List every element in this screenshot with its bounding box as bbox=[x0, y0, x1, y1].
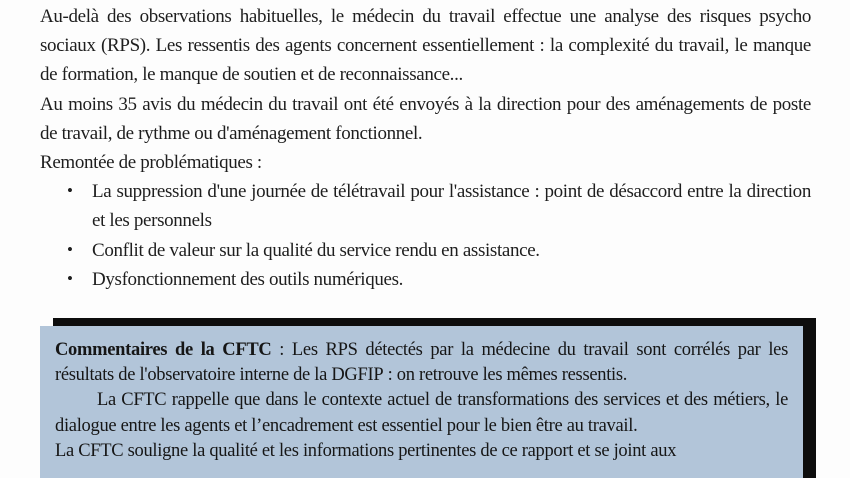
bullet-item-text: Conflit de valeur sur la qualité du service rendu en assistance. bbox=[92, 239, 540, 261]
bullet-icon: • bbox=[67, 181, 73, 201]
main-text-block bbox=[40, 2, 811, 294]
bullet-icon: • bbox=[67, 268, 73, 288]
problem-bullet-list bbox=[40, 177, 811, 294]
comment-paragraph-rps bbox=[55, 338, 788, 388]
comment-box-heading: Commentaires de la CFTC bbox=[55, 340, 272, 360]
comment-paragraph-souligne: La CFTC souligne la qualité et les informations pertinentes de ce rapport et se joint aux bbox=[55, 440, 677, 461]
comment-paragraph-dialogue: La CFTC rappelle que dans le contexte actuel de transformations des services et des métiers, le dialogue entre les agents et l’encadrement est essentiel pour le bien être au travail. bbox=[55, 390, 788, 436]
bullet-item-text: La suppression d'une journée de télétravail pour l'assistance : point de désaccord entre la direction et les personnels bbox=[92, 181, 811, 232]
cftc-comment-box bbox=[40, 326, 803, 478]
paragraph-avis-medecin: Au moins 35 avis du médecin du travail ont été envoyés à la direction pour des aménagements de poste de travail, de rythme ou d'aménagement fonctionnel. bbox=[40, 93, 811, 144]
bullet-item-outils bbox=[40, 265, 811, 294]
comment-heading-rest: : Les RPS détectés par la médecine du travail sont corrélés par les résultats de l'observatoire interne de la DGFIP : on retrouve les mêmes ressentis. bbox=[55, 340, 788, 386]
paragraph-remontee-heading: Remontée de problématiques : bbox=[40, 152, 262, 174]
paragraph-rps-analysis: Au-delà des observations habituelles, le médecin du travail effectue une analyse des risques psycho sociaux (RPS). Les ressentis des agents concernent essentiellement : la complexité du travail, le manque de formation, le manque de soutien et de reconnaissance... bbox=[40, 6, 811, 86]
bullet-item-conflit bbox=[40, 236, 811, 265]
bullet-item-text: Dysfonctionnement des outils numériques. bbox=[92, 268, 404, 290]
bullet-icon: • bbox=[67, 239, 73, 259]
bullet-item-teletravail bbox=[40, 177, 811, 235]
